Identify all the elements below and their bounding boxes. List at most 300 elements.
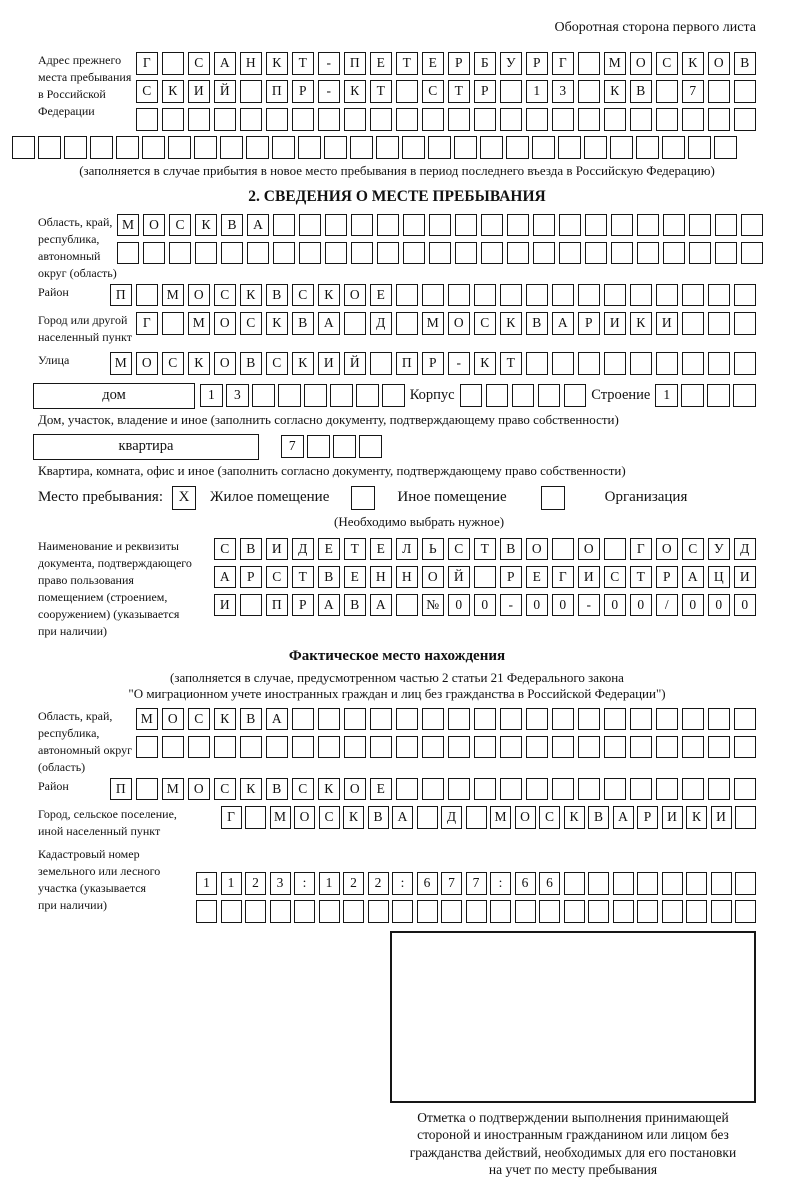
char-cell[interactable] [564, 384, 587, 407]
char-cell[interactable] [403, 242, 426, 265]
char-cell[interactable]: К [188, 352, 211, 375]
char-cell[interactable] [422, 284, 445, 307]
char-cell[interactable]: А [318, 594, 341, 617]
char-cell[interactable]: В [292, 312, 315, 335]
char-cell[interactable]: К [682, 52, 705, 75]
char-cell[interactable]: О [344, 778, 367, 801]
char-cell[interactable]: И [734, 566, 757, 589]
char-cell[interactable] [735, 806, 756, 829]
char-cell[interactable]: С [266, 352, 289, 375]
char-cell[interactable] [377, 242, 400, 265]
char-cell[interactable] [368, 900, 389, 923]
char-cell[interactable]: 1 [319, 872, 340, 895]
char-cell[interactable] [429, 214, 452, 237]
char-cell[interactable]: № [422, 594, 445, 617]
char-cell[interactable]: К [240, 778, 263, 801]
char-cell[interactable] [656, 108, 679, 131]
char-cell[interactable] [539, 900, 560, 923]
char-cell[interactable]: Р [474, 80, 497, 103]
char-cell[interactable]: С [292, 778, 315, 801]
char-cell[interactable]: С [539, 806, 560, 829]
char-cell[interactable]: : [490, 872, 511, 895]
char-cell[interactable]: О [515, 806, 536, 829]
char-cell[interactable]: П [266, 80, 289, 103]
char-cell[interactable] [143, 242, 166, 265]
char-cell[interactable]: - [500, 594, 523, 617]
char-cell[interactable]: С [474, 312, 497, 335]
char-cell[interactable] [630, 284, 653, 307]
char-cell[interactable] [136, 778, 159, 801]
char-cell[interactable]: О [630, 52, 653, 75]
prev-address-row-1[interactable] [136, 52, 757, 75]
char-cell[interactable] [708, 80, 731, 103]
char-cell[interactable]: Р [292, 80, 315, 103]
char-cell[interactable] [370, 108, 393, 131]
char-cell[interactable]: 1 [221, 872, 242, 895]
char-cell[interactable]: Е [526, 566, 549, 589]
char-cell[interactable] [466, 900, 487, 923]
char-cell[interactable] [240, 108, 263, 131]
char-cell[interactable]: У [708, 538, 731, 561]
char-cell[interactable]: 0 [448, 594, 471, 617]
char-cell[interactable]: К [604, 80, 627, 103]
char-cell[interactable]: В [526, 312, 549, 335]
char-cell[interactable] [630, 736, 653, 759]
char-cell[interactable] [194, 136, 217, 159]
house-number-cells[interactable] [200, 384, 405, 407]
char-cell[interactable] [240, 80, 263, 103]
char-cell[interactable]: О [162, 708, 185, 731]
char-cell[interactable] [578, 778, 601, 801]
char-cell[interactable] [662, 900, 683, 923]
char-cell[interactable] [240, 594, 263, 617]
char-cell[interactable]: В [240, 352, 263, 375]
char-cell[interactable]: Е [344, 566, 367, 589]
char-cell[interactable] [734, 312, 757, 335]
char-cell[interactable] [578, 108, 601, 131]
char-cell[interactable] [351, 214, 374, 237]
char-cell[interactable] [585, 214, 608, 237]
char-cell[interactable]: Г [136, 52, 159, 75]
char-cell[interactable] [460, 384, 483, 407]
char-cell[interactable] [299, 242, 322, 265]
residential-checkbox[interactable]: X [172, 486, 196, 510]
char-cell[interactable] [344, 708, 367, 731]
char-cell[interactable] [588, 872, 609, 895]
char-cell[interactable]: О [294, 806, 315, 829]
char-cell[interactable] [662, 872, 683, 895]
document-row-2[interactable] [214, 566, 757, 589]
char-cell[interactable] [507, 242, 530, 265]
char-cell[interactable]: С [188, 708, 211, 731]
char-cell[interactable] [403, 214, 426, 237]
city-row[interactable] [136, 312, 757, 335]
char-cell[interactable] [526, 736, 549, 759]
char-cell[interactable] [455, 242, 478, 265]
char-cell[interactable] [376, 136, 399, 159]
fact-city-row[interactable] [221, 806, 757, 829]
char-cell[interactable] [578, 708, 601, 731]
char-cell[interactable]: 3 [270, 872, 291, 895]
char-cell[interactable]: Т [448, 80, 471, 103]
char-cell[interactable]: Е [370, 538, 393, 561]
char-cell[interactable] [604, 284, 627, 307]
char-cell[interactable] [630, 352, 653, 375]
char-cell[interactable]: Д [292, 538, 315, 561]
char-cell[interactable] [221, 242, 244, 265]
char-cell[interactable] [448, 736, 471, 759]
char-cell[interactable]: М [188, 312, 211, 335]
char-cell[interactable]: М [422, 312, 445, 335]
char-cell[interactable]: А [682, 566, 705, 589]
char-cell[interactable] [214, 108, 237, 131]
char-cell[interactable]: У [500, 52, 523, 75]
char-cell[interactable] [715, 214, 738, 237]
char-cell[interactable]: 2 [343, 872, 364, 895]
char-cell[interactable] [474, 778, 497, 801]
char-cell[interactable]: М [490, 806, 511, 829]
char-cell[interactable]: П [110, 284, 133, 307]
char-cell[interactable]: Т [474, 538, 497, 561]
char-cell[interactable] [637, 242, 660, 265]
prev-address-row-3[interactable] [136, 108, 757, 131]
char-cell[interactable] [604, 352, 627, 375]
char-cell[interactable] [169, 242, 192, 265]
char-cell[interactable] [734, 352, 757, 375]
char-cell[interactable]: И [266, 538, 289, 561]
char-cell[interactable]: С [188, 52, 211, 75]
char-cell[interactable] [319, 900, 340, 923]
char-cell[interactable] [455, 214, 478, 237]
char-cell[interactable] [708, 352, 731, 375]
char-cell[interactable] [526, 352, 549, 375]
char-cell[interactable]: К [195, 214, 218, 237]
char-cell[interactable]: А [613, 806, 634, 829]
char-cell[interactable] [162, 52, 185, 75]
char-cell[interactable]: В [588, 806, 609, 829]
char-cell[interactable]: Т [630, 566, 653, 589]
char-cell[interactable]: О [188, 284, 211, 307]
char-cell[interactable] [325, 242, 348, 265]
char-cell[interactable] [188, 108, 211, 131]
char-cell[interactable] [604, 708, 627, 731]
char-cell[interactable]: Г [221, 806, 242, 829]
char-cell[interactable] [552, 736, 575, 759]
char-cell[interactable]: 1 [196, 872, 217, 895]
char-cell[interactable] [396, 312, 419, 335]
street-row[interactable] [110, 352, 757, 375]
char-cell[interactable] [474, 736, 497, 759]
char-cell[interactable] [526, 708, 549, 731]
char-cell[interactable] [552, 538, 575, 561]
char-cell[interactable] [682, 284, 705, 307]
char-cell[interactable] [715, 242, 738, 265]
char-cell[interactable]: К [564, 806, 585, 829]
char-cell[interactable] [558, 136, 581, 159]
char-cell[interactable] [245, 900, 266, 923]
char-cell[interactable]: С [162, 352, 185, 375]
char-cell[interactable] [396, 108, 419, 131]
char-cell[interactable] [707, 384, 730, 407]
char-cell[interactable] [278, 384, 301, 407]
char-cell[interactable]: В [500, 538, 523, 561]
char-cell[interactable] [422, 778, 445, 801]
char-cell[interactable] [162, 108, 185, 131]
char-cell[interactable]: Й [344, 352, 367, 375]
char-cell[interactable] [266, 108, 289, 131]
char-cell[interactable] [682, 736, 705, 759]
char-cell[interactable] [117, 242, 140, 265]
char-cell[interactable] [252, 384, 275, 407]
char-cell[interactable]: И [604, 312, 627, 335]
char-cell[interactable] [142, 136, 165, 159]
char-cell[interactable] [630, 108, 653, 131]
char-cell[interactable] [564, 872, 585, 895]
char-cell[interactable]: С [240, 312, 263, 335]
char-cell[interactable]: Н [396, 566, 419, 589]
char-cell[interactable] [196, 900, 217, 923]
char-cell[interactable] [481, 242, 504, 265]
char-cell[interactable]: С [214, 284, 237, 307]
char-cell[interactable] [350, 136, 373, 159]
char-cell[interactable] [333, 435, 356, 458]
char-cell[interactable] [428, 136, 451, 159]
char-cell[interactable] [474, 284, 497, 307]
char-cell[interactable] [711, 872, 732, 895]
char-cell[interactable]: П [266, 594, 289, 617]
char-cell[interactable] [708, 778, 731, 801]
char-cell[interactable] [474, 708, 497, 731]
stroenie-cells[interactable] [655, 384, 756, 407]
char-cell[interactable]: О [344, 284, 367, 307]
char-cell[interactable]: О [214, 352, 237, 375]
char-cell[interactable] [486, 384, 509, 407]
char-cell[interactable] [500, 736, 523, 759]
char-cell[interactable]: В [344, 594, 367, 617]
char-cell[interactable] [240, 736, 263, 759]
char-cell[interactable]: М [136, 708, 159, 731]
char-cell[interactable]: А [214, 52, 237, 75]
char-cell[interactable] [136, 284, 159, 307]
char-cell[interactable] [578, 352, 601, 375]
char-cell[interactable]: А [370, 594, 393, 617]
char-cell[interactable]: 7 [281, 435, 304, 458]
char-cell[interactable] [636, 136, 659, 159]
char-cell[interactable] [656, 708, 679, 731]
char-cell[interactable] [221, 900, 242, 923]
char-cell[interactable]: К [344, 80, 367, 103]
char-cell[interactable]: В [266, 284, 289, 307]
char-cell[interactable]: А [318, 312, 341, 335]
char-cell[interactable] [613, 872, 634, 895]
char-cell[interactable] [359, 435, 382, 458]
char-cell[interactable]: Е [422, 52, 445, 75]
char-cell[interactable] [559, 242, 582, 265]
char-cell[interactable] [526, 284, 549, 307]
char-cell[interactable] [526, 778, 549, 801]
char-cell[interactable]: И [214, 594, 237, 617]
char-cell[interactable] [708, 312, 731, 335]
char-cell[interactable] [220, 136, 243, 159]
char-cell[interactable] [613, 900, 634, 923]
char-cell[interactable] [604, 538, 627, 561]
char-cell[interactable]: М [604, 52, 627, 75]
char-cell[interactable] [90, 136, 113, 159]
char-cell[interactable] [682, 778, 705, 801]
char-cell[interactable]: И [578, 566, 601, 589]
char-cell[interactable]: К [318, 284, 341, 307]
char-cell[interactable] [735, 900, 756, 923]
char-cell[interactable] [356, 384, 379, 407]
char-cell[interactable] [377, 214, 400, 237]
char-cell[interactable]: О [188, 778, 211, 801]
char-cell[interactable] [532, 136, 555, 159]
char-cell[interactable]: А [392, 806, 413, 829]
char-cell[interactable]: А [552, 312, 575, 335]
char-cell[interactable] [396, 778, 419, 801]
char-cell[interactable] [247, 242, 270, 265]
char-cell[interactable]: А [214, 566, 237, 589]
prev-address-row-2[interactable] [136, 80, 757, 103]
char-cell[interactable] [480, 136, 503, 159]
char-cell[interactable]: 0 [734, 594, 757, 617]
char-cell[interactable] [396, 284, 419, 307]
char-cell[interactable]: Т [370, 80, 393, 103]
char-cell[interactable] [500, 108, 523, 131]
char-cell[interactable]: К [343, 806, 364, 829]
char-cell[interactable] [708, 284, 731, 307]
char-cell[interactable]: М [110, 352, 133, 375]
char-cell[interactable] [396, 708, 419, 731]
char-cell[interactable]: - [448, 352, 471, 375]
char-cell[interactable] [610, 136, 633, 159]
char-cell[interactable] [662, 136, 685, 159]
char-cell[interactable] [307, 435, 330, 458]
char-cell[interactable] [466, 806, 487, 829]
char-cell[interactable]: К [240, 284, 263, 307]
char-cell[interactable] [506, 136, 529, 159]
char-cell[interactable]: И [656, 312, 679, 335]
char-cell[interactable] [637, 214, 660, 237]
char-cell[interactable] [663, 214, 686, 237]
char-cell[interactable]: Д [441, 806, 462, 829]
char-cell[interactable] [396, 80, 419, 103]
char-cell[interactable]: 7 [466, 872, 487, 895]
region-row-2[interactable] [117, 242, 764, 265]
char-cell[interactable] [396, 736, 419, 759]
char-cell[interactable] [515, 900, 536, 923]
char-cell[interactable] [711, 900, 732, 923]
char-cell[interactable] [299, 214, 322, 237]
char-cell[interactable]: П [110, 778, 133, 801]
char-cell[interactable] [630, 778, 653, 801]
char-cell[interactable]: Р [656, 566, 679, 589]
char-cell[interactable] [741, 214, 764, 237]
char-cell[interactable]: В [240, 708, 263, 731]
char-cell[interactable]: Р [526, 52, 549, 75]
char-cell[interactable] [162, 736, 185, 759]
char-cell[interactable] [344, 736, 367, 759]
char-cell[interactable]: И [711, 806, 732, 829]
char-cell[interactable] [656, 284, 679, 307]
organization-checkbox[interactable] [541, 486, 565, 510]
char-cell[interactable] [604, 736, 627, 759]
char-cell[interactable]: 2 [368, 872, 389, 895]
other-premise-checkbox[interactable] [351, 486, 375, 510]
char-cell[interactable]: В [630, 80, 653, 103]
char-cell[interactable]: 1 [200, 384, 223, 407]
char-cell[interactable] [318, 108, 341, 131]
char-cell[interactable]: 6 [515, 872, 536, 895]
char-cell[interactable] [734, 778, 757, 801]
char-cell[interactable]: Н [370, 566, 393, 589]
char-cell[interactable] [136, 108, 159, 131]
char-cell[interactable] [500, 708, 523, 731]
char-cell[interactable] [270, 900, 291, 923]
char-cell[interactable]: С [319, 806, 340, 829]
char-cell[interactable]: Й [448, 566, 471, 589]
char-cell[interactable] [637, 872, 658, 895]
char-cell[interactable]: Н [240, 52, 263, 75]
char-cell[interactable] [318, 736, 341, 759]
char-cell[interactable] [512, 384, 535, 407]
char-cell[interactable] [298, 136, 321, 159]
char-cell[interactable] [382, 384, 405, 407]
char-cell[interactable]: С [214, 778, 237, 801]
char-cell[interactable] [195, 242, 218, 265]
char-cell[interactable]: Д [734, 538, 757, 561]
char-cell[interactable] [370, 736, 393, 759]
char-cell[interactable]: С [656, 52, 679, 75]
char-cell[interactable]: 6 [539, 872, 560, 895]
char-cell[interactable]: И [188, 80, 211, 103]
region-row-1[interactable] [117, 214, 764, 237]
char-cell[interactable]: 3 [552, 80, 575, 103]
char-cell[interactable] [422, 736, 445, 759]
char-cell[interactable]: В [368, 806, 389, 829]
char-cell[interactable] [12, 136, 35, 159]
char-cell[interactable] [292, 708, 315, 731]
char-cell[interactable] [611, 242, 634, 265]
char-cell[interactable]: С [604, 566, 627, 589]
char-cell[interactable] [272, 136, 295, 159]
char-cell[interactable] [294, 900, 315, 923]
char-cell[interactable]: Л [396, 538, 419, 561]
char-cell[interactable] [318, 708, 341, 731]
char-cell[interactable] [188, 736, 211, 759]
char-cell[interactable] [448, 778, 471, 801]
char-cell[interactable] [245, 806, 266, 829]
char-cell[interactable] [64, 136, 87, 159]
char-cell[interactable]: - [318, 80, 341, 103]
char-cell[interactable]: К [630, 312, 653, 335]
char-cell[interactable] [304, 384, 327, 407]
char-cell[interactable] [429, 242, 452, 265]
fact-region-row-1[interactable] [136, 708, 757, 731]
char-cell[interactable]: Ь [422, 538, 445, 561]
char-cell[interactable] [325, 214, 348, 237]
char-cell[interactable]: Е [370, 52, 393, 75]
char-cell[interactable]: 0 [708, 594, 731, 617]
char-cell[interactable] [689, 214, 712, 237]
char-cell[interactable] [246, 136, 269, 159]
cadastral-row-1[interactable] [196, 872, 756, 895]
char-cell[interactable] [417, 900, 438, 923]
char-cell[interactable] [686, 872, 707, 895]
char-cell[interactable] [734, 736, 757, 759]
char-cell[interactable]: 2 [245, 872, 266, 895]
char-cell[interactable] [734, 108, 757, 131]
